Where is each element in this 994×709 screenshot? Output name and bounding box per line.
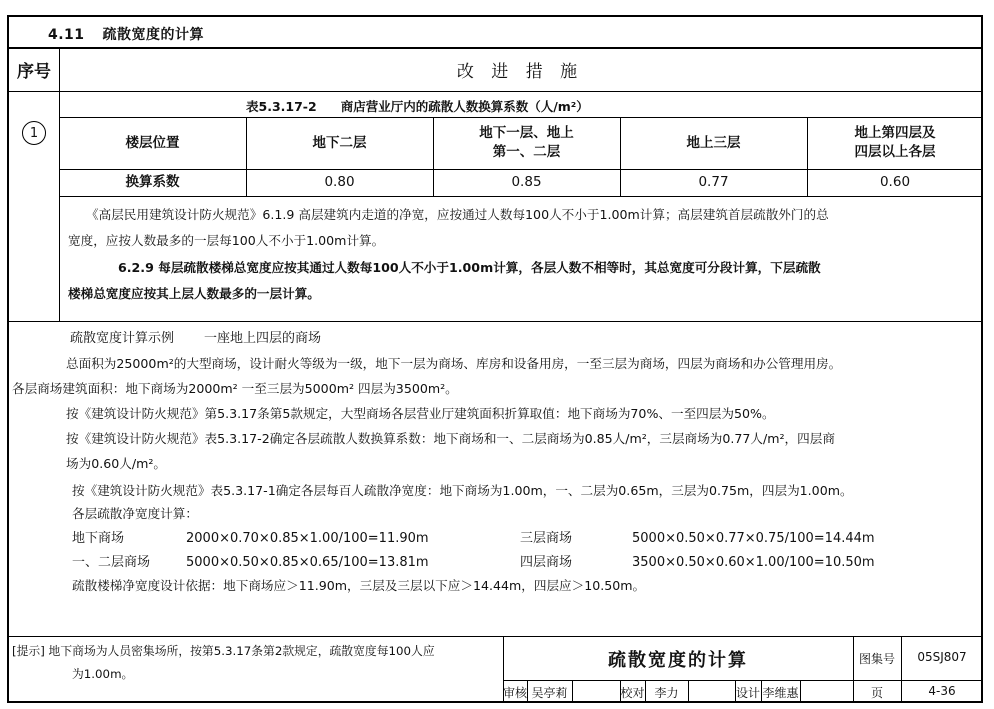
titleblock-title: 疏散宽度的计算	[608, 650, 748, 671]
table-col-head	[807, 117, 983, 169]
table-value: 0.80	[324, 174, 355, 190]
calc-formula: 3500×0.50×0.60×1.00/100=10.50m	[632, 555, 875, 570]
review-name: 吴亭莉	[531, 686, 568, 700]
table-col-head-line1: 地上三层	[686, 134, 741, 151]
table-value: 0.77	[698, 174, 729, 190]
example-line: 按《建筑设计防火规范》第5.3.17条第5款规定，大型商场各层营业厅建筑面积折算取值：地下商场为70%、一至四层为50%。	[66, 406, 775, 421]
design-name: 李维惠	[762, 686, 799, 700]
table-col-head-line1: 地上第四层及	[854, 125, 936, 141]
table-col-head	[620, 117, 807, 169]
table-row-head-coef: 换算系数	[125, 174, 180, 190]
titleblock-rule-v5	[572, 680, 573, 703]
table-row-head-floor: 楼层位置	[125, 134, 180, 151]
rule-6-1-9-line2: 宽度，应按人数最多的一层每100人不小于1.00m计算。	[68, 233, 385, 248]
rule-example-top	[7, 321, 983, 322]
table-col-head-line2: 四层以上各层	[854, 144, 936, 160]
calc-label: 三层商场	[520, 531, 573, 546]
calc-formula: 5000×0.50×0.85×0.65/100=13.81m	[186, 555, 429, 570]
titleblock-rule-top	[7, 636, 983, 637]
example-line: 疏散楼梯净宽度设计依据：地下商场应＞11.90m，三层及三层以下应＞14.44m，四层应＞10.50m。	[72, 578, 646, 593]
section-heading	[48, 24, 204, 44]
table-col-head	[433, 117, 620, 169]
example-line: 各层商场建筑面积：地下商场为2000m² 一至三层为5000m² 四层为3500m²。	[12, 381, 458, 396]
example-line: 按《建筑设计防火规范》表5.3.17-2确定各层疏散人数换算系数：地下商场和一、二层商场为0.85人/m²，三层商场为0.77人/m²，四层商	[66, 431, 835, 446]
section-number: 4.11	[48, 27, 85, 43]
section-title: 疏散宽度的计算	[102, 27, 205, 43]
design-label: 设计	[735, 686, 760, 700]
measures-header: 改 进 措 施	[456, 62, 584, 82]
atlas-number: 05SJ807	[917, 650, 967, 664]
table-caption	[246, 97, 589, 115]
table-rule-bottom	[59, 196, 983, 197]
page-label: 页	[870, 686, 883, 700]
rule-6-2-9-line2: 楼梯总宽度应按其上层人数最多的一层计算。	[68, 286, 320, 301]
item-number-circle: 1	[22, 121, 46, 145]
hint-line2: 为1.00m。	[72, 667, 134, 681]
table-value: 0.60	[879, 174, 911, 190]
check-name: 李力	[654, 686, 679, 700]
example-heading-label: 疏散宽度计算示例	[70, 331, 175, 346]
example-line: 总面积为25000m²的大型商场，设计耐火等级为一级，地下一层为商场、库房和设备用房，一至三层为商场，四层为商场和办公管理用房。	[66, 356, 842, 371]
review-label: 审核	[503, 686, 528, 700]
rule-6-2-9-line1: 6.2.9 每层疏散楼梯总宽度应按其通过人数每100人不小于1.00m计算，各层人数不相等时，其总宽度可分段计算，下层疏散	[118, 260, 821, 275]
table-col-head-line2: 第一、二层	[492, 144, 561, 160]
calc-formula: 5000×0.50×0.77×0.75/100=14.44m	[632, 531, 875, 546]
rule-top	[7, 47, 983, 49]
page-number: 4-36	[928, 684, 956, 698]
titleblock-rule-v11	[800, 680, 801, 703]
titleblock-rule-v8	[688, 680, 689, 703]
example-line: 各层疏散净宽度计算：	[72, 506, 198, 521]
titleblock-rule-mid	[503, 680, 983, 681]
table-col-head	[246, 117, 433, 169]
calc-label: 地下商场	[72, 531, 125, 546]
table-col-head-line1: 地下一层、地上	[479, 125, 574, 141]
calc-label: 一、二层商场	[72, 555, 151, 570]
rule-6-1-9-line1: 《高层民用建筑设计防火规范》6.1.9 高层建筑内走道的净宽，应按通过人数每100人不小于1.00m计算；高层建筑首层疏散外门的总	[86, 207, 829, 222]
table-col-head-line1: 地下二层	[312, 134, 367, 151]
example-heading	[70, 328, 321, 350]
rule-header	[7, 91, 983, 92]
table-caption-number: 表5.3.17-2	[246, 99, 317, 114]
atlas-label: 图集号	[858, 652, 895, 666]
table-caption-text: 商店营业厅内的疏散人数换算系数（人/m²）	[340, 99, 589, 114]
example-line: 按《建筑设计防火规范》表5.3.17-1确定各层每百人疏散净宽度：地下商场为1.00m，一、二层为0.65m，三层为0.75m，四层为1.00m。	[72, 483, 853, 498]
example-heading-desc: 一座地上四层的商场	[204, 331, 322, 346]
seq-header: 序号	[17, 62, 51, 82]
check-label: 校对	[620, 686, 645, 700]
table-value: 0.85	[511, 174, 542, 190]
hint-line1: [提示] 地下商场为人员密集场所，按第5.3.17条第2款规定，疏散宽度每100人应	[12, 644, 435, 658]
calc-label: 四层商场	[520, 555, 573, 570]
calc-formula: 2000×0.70×0.85×1.00/100=11.90m	[186, 531, 429, 546]
example-line: 场为0.60人/m²。	[66, 456, 166, 471]
